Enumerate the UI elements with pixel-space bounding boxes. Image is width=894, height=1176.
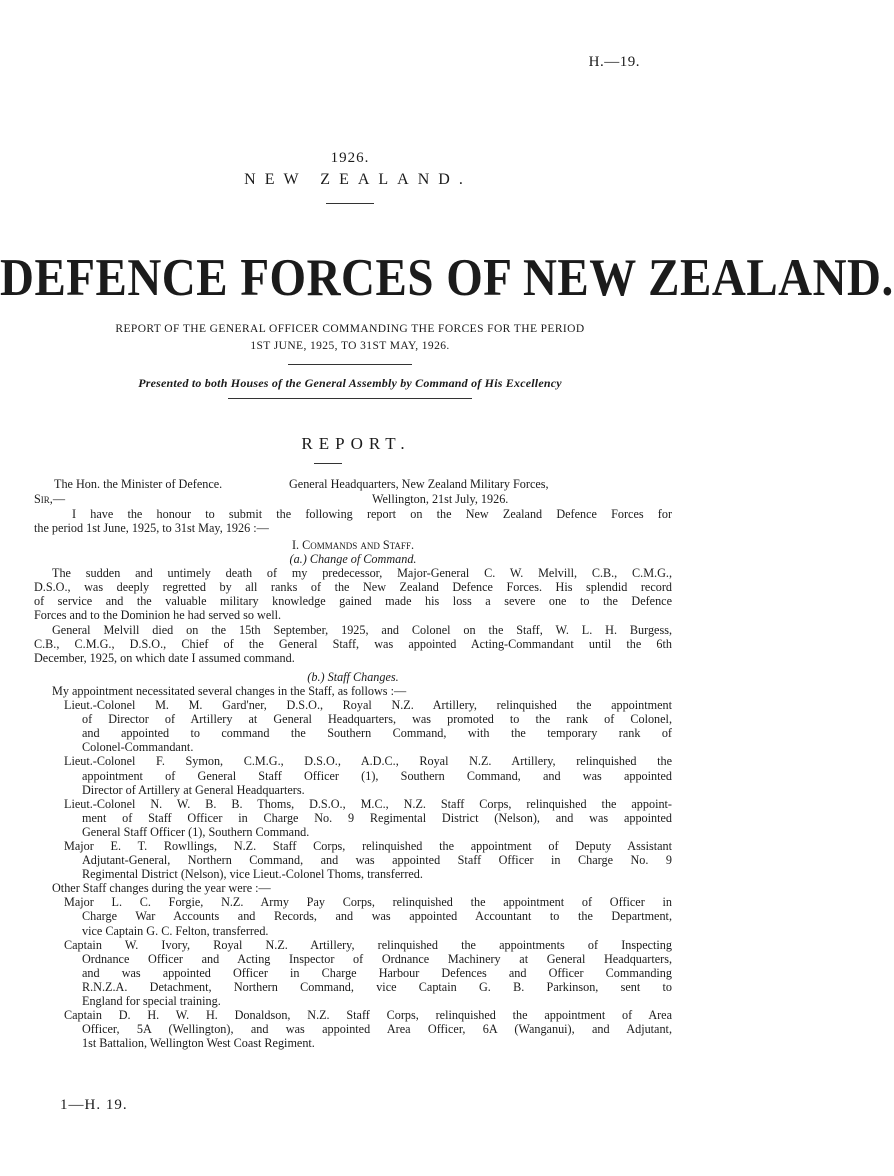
country-heading: NEW ZEALAND. bbox=[244, 171, 472, 188]
staff-entry-line: and appointed to command the Southern Command, with the temporary rank of bbox=[82, 726, 672, 741]
divider-rule bbox=[314, 463, 342, 464]
salutation: Sir,— bbox=[34, 492, 66, 506]
addressee: The Hon. the Minister of Defence. bbox=[54, 477, 223, 491]
staff-entry-line: vice Captain G. C. Felton, transferred. bbox=[82, 923, 269, 938]
divider-rule bbox=[288, 364, 412, 365]
text-line: D.S.O., was deeply regretted by all ranks of the New Zealand Defence Forces. His splendid record bbox=[34, 580, 672, 595]
page-reference: H.—19. bbox=[588, 54, 640, 70]
presented-statement: Presented to both Houses of the General Assembly by Command of His Excellency bbox=[138, 376, 562, 390]
staff-entry-line: Lieut.-Colonel F. Symon, C.M.G., D.S.O., A.D.C., Royal N.Z. Artillery, relinquished the bbox=[64, 754, 672, 769]
main-title: DEFENCE FORCES OF NEW ZEALAND. bbox=[0, 249, 894, 308]
text-line: Forces and to the Dominion he had served so well. bbox=[34, 608, 282, 623]
staff-entry-line: Captain W. Ivory, Royal N.Z. Artillery, relinquished the appointments of Inspecting bbox=[64, 937, 672, 952]
divider-rule bbox=[326, 203, 374, 204]
staff-entry-line: Major L. C. Forgie, N.Z. Army Pay Corps, relinquished the appointment of Officer in bbox=[64, 895, 672, 910]
document-year: 1926. bbox=[330, 150, 370, 166]
text-line: My appointment necessitated several changes in the Staff, as follows :— bbox=[52, 683, 407, 698]
staff-entry-line: Officer, 5A (Wellington), and was appointed Area Officer, 6A (Wanganui), and Adjutant, bbox=[82, 1022, 672, 1037]
section-commands-and-staff bbox=[34, 538, 672, 1050]
staff-entry-line: Colonel-Commandant. bbox=[82, 740, 194, 755]
staff-entry-line: Regimental District (Nelson), vice Lieut.-Colonel Thoms, transferred. bbox=[82, 867, 423, 882]
intro-paragraph bbox=[34, 507, 672, 535]
staff-entry-line: of Director of Artillery at General Headquarters, was promoted to the rank of Colonel, bbox=[82, 712, 672, 727]
signature-mark: 1—H. 19. bbox=[60, 1097, 128, 1113]
subsection-heading-a: (a.) Change of Command. bbox=[289, 552, 417, 567]
staff-entry-line: England for special training. bbox=[82, 994, 221, 1008]
text-line: December, 1925, on which date I assumed command. bbox=[34, 650, 295, 665]
staff-entry-line: Lieut.-Colonel M. M. Gard'ner, D.S.O., Royal N.Z. Artillery, relinquished the appointment bbox=[64, 698, 672, 713]
staff-entry-line: and was appointed Officer in Charge Harbour Defences and Officer Commanding bbox=[82, 965, 672, 980]
sender-line-2: Wellington, 21st July, 1926. bbox=[372, 492, 509, 506]
staff-entry-line: Ordnance Officer and Acting Inspector of Ordnance Machinery at General Headquarters, bbox=[82, 951, 672, 966]
text-line: The sudden and untimely death of my predecessor, Major-General C. W. Melvill, C.B., C.M.G., bbox=[52, 566, 672, 581]
report-heading: REPORT. bbox=[301, 434, 411, 453]
text-line: General Melvill died on the 15th September, 1925, and Colonel on the Staff, W. L. H. Burgess, bbox=[52, 622, 672, 637]
text-line: the period 1st June, 1925, to 31st May, 1926 :— bbox=[34, 521, 269, 536]
text-line: Other Staff changes during the year were :— bbox=[52, 881, 271, 896]
staff-entry-line: Captain D. H. W. H. Donaldson, N.Z. Staff Corps, relinquished the appointment of Area bbox=[64, 1008, 672, 1023]
staff-entry-line: Director of Artillery at General Headquarters. bbox=[82, 782, 305, 797]
staff-entry-line: Charge War Accounts and Records, and was appointed Accountant to the Department, bbox=[82, 909, 672, 924]
section-heading: I. Commands and Staff. bbox=[292, 538, 414, 552]
subtitle-line-1: REPORT OF THE GENERAL OFFICER COMMANDING THE FORCES FOR THE PERIOD bbox=[115, 323, 585, 335]
staff-entry-line: 1st Battalion, Wellington West Coast Regiment. bbox=[82, 1036, 315, 1051]
sender-line-1: General Headquarters, New Zealand Military Forces, bbox=[289, 477, 549, 491]
divider-rule bbox=[228, 398, 472, 399]
staff-entry-line: appointment of General Staff Officer (1), Southern Command, and was appointed bbox=[82, 768, 672, 783]
staff-entry-line: Major E. T. Rowllings, N.Z. Staff Corps, relinquished the appointment of Deputy Assistant bbox=[64, 838, 672, 853]
staff-entry-line: Adjutant-General, Northern Command, and was appointed Staff Officer in Charge No. 9 bbox=[82, 853, 672, 868]
staff-entry-line: Lieut.-Colonel N. W. B. B. Thoms, D.S.O., M.C., N.Z. Staff Corps, relinquished the appoint- bbox=[64, 796, 672, 811]
subsection-heading-b: (b.) Staff Changes. bbox=[307, 669, 399, 684]
staff-entry-line: ment of Staff Officer in Charge No. 9 Regimental District (Nelson), and was appointed bbox=[82, 810, 672, 825]
staff-entry-line: General Staff Officer (1), Southern Command. bbox=[82, 824, 310, 839]
text-line: C.B., C.M.G., D.S.O., Chief of the General Staff, was appointed Acting-Commandant until the 6th bbox=[34, 636, 672, 651]
staff-entry-line: R.N.Z.A. Detachment, Northern Command, vice Captain G. B. Parkinson, sent to bbox=[82, 979, 672, 994]
text-line: I have the honour to submit the following report on the New Zealand Defence Forces for bbox=[72, 507, 672, 521]
subtitle-line-2: 1ST JUNE, 1925, TO 31ST MAY, 1926. bbox=[250, 340, 450, 352]
text-line: of service and the valuable military knowledge gained made his loss a severe one to the Defence bbox=[34, 594, 672, 609]
